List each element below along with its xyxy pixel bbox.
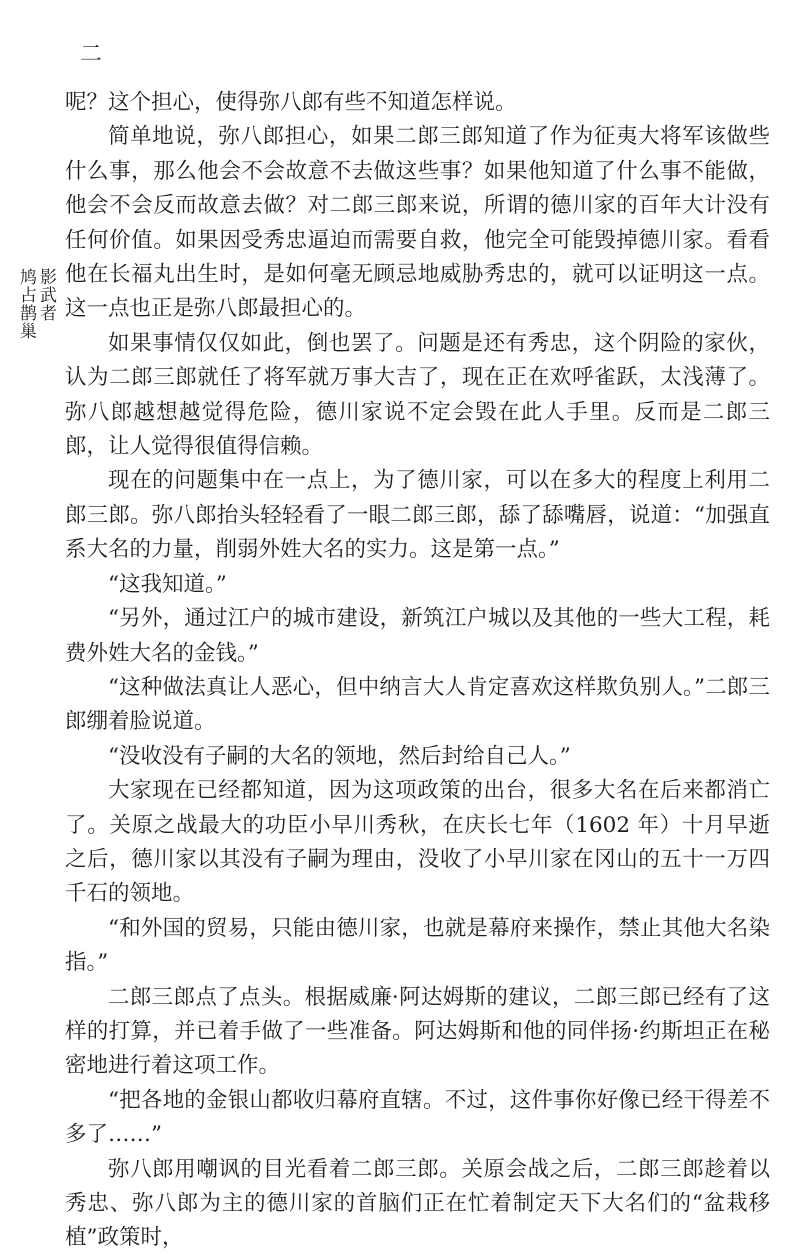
paragraph: 如果事情仅仅如此，倒也罢了。问题是还有秀忠，这个阴险的家伙，认为二郎三郎就任了将军就万事大吉了，现在正在欢呼雀跃，太浅薄了。弥八郎越想越觉得危险，德川家说不定会毁在此人手里。反而是二郎三郎，让人觉得很值得信赖。 <box>65 330 770 460</box>
running-title-line-1: 影武者 <box>36 268 56 322</box>
body-text <box>65 86 770 1256</box>
paragraph: “把各地的金银山都收归幕府直辖。不过，这件事你好像已经干得差不多了……” <box>65 1087 770 1148</box>
paragraph: 简单地说，弥八郎担心，如果二郎三郎知道了作为征夷大将军该做些什么事，那么他会不会故意不去做这些事？如果他知道了什么事不能做，他会不会反而故意去做？对二郎三郎来说，所谓的德川家的百年大计没有任何价值。如果因受秀忠逼迫而需要自救，他完全可能毁掉德川家。看看他在长福丸出生时，是如何毫无顾忌地威胁秀忠的，就可以证明这一点。这一点也正是弥八郎最担心的。 <box>65 124 770 322</box>
paragraph: “没收没有子嗣的大名的领地，然后封给自己人。” <box>108 743 571 769</box>
running-title-line-2: 鸠占鹊巢 <box>16 268 36 340</box>
paragraph: 弥八郎用嘲讽的目光看着二郎三郎。关原会战之后，二郎三郎趁着以秀忠、弥八郎为主的德川家的首脑们正在忙着制定天下大名们的“盆栽移植”政策时， <box>65 1156 770 1251</box>
paragraph: “和外国的贸易，只能由德川家，也就是幕府来操作，禁止其他大名染指。” <box>65 915 770 976</box>
paragraph: “另外，通过江户的城市建设，新筑江户城以及其他的一些大工程，耗费外姓大名的金钱。” <box>65 606 770 666</box>
paragraph: 呢？这个担心，使得弥八郎有些不知道怎样说。 <box>65 90 517 115</box>
paragraph: “这种做法真让人恶心，但中纳言大人肯定喜欢这样欺负别人。”二郎三郎绷着脸说道。 <box>65 674 770 735</box>
running-title <box>8 268 56 358</box>
paragraph: 现在的问题集中在一点上，为了德川家，可以在多大的程度上利用二郎三郎。弥八郎抬头轻轻看了一眼二郎三郎，舔了舔嘴唇，说道：“加强直系大名的力量，削弱外姓大名的实力。这是第一点。” <box>65 468 770 563</box>
paragraph: 二郎三郎点了点头。根据威廉·阿达姆斯的建议，二郎三郎已经有了这样的打算，并已着手做了一些准备。阿达姆斯和他的同伴扬·约斯坦正在秘密地进行着这项工作。 <box>65 984 770 1079</box>
paragraph: 大家现在已经都知道，因为这项政策的出台，很多大名在后来都消亡了。关原之战最大的功臣小早川秀秋，在庆长七年（1602 年）十月早逝之后，德川家以其没有子嗣为理由，没收了小早川家在冈山的五十一万四千石的领地。 <box>65 778 770 907</box>
paragraph: “这我知道。” <box>108 571 227 597</box>
page-number: 二 <box>80 42 103 67</box>
